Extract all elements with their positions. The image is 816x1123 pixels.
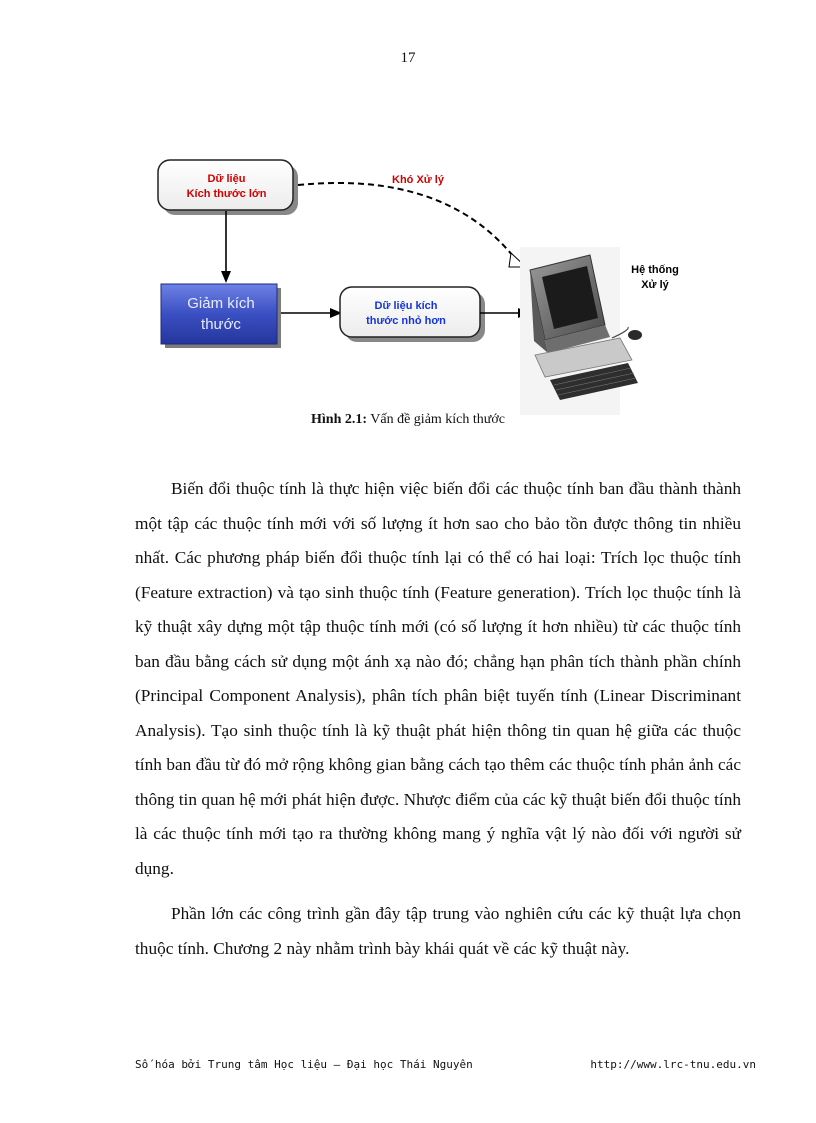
arrow-down-head xyxy=(221,271,231,283)
box-small-data-line1: Dữ liệu kích xyxy=(374,300,438,312)
caption-text: Vấn đề giảm kích thước xyxy=(370,412,505,427)
box-reduce-line2: thước xyxy=(201,316,241,333)
box-small-data-label xyxy=(338,299,474,329)
system-line2: Xử lý xyxy=(641,279,669,291)
footer-source: Số hóa bởi Trung tâm Học liệu – Đại học Thái Nguyên xyxy=(135,1058,473,1071)
paragraph-2: Phần lớn các công trình gần đây tập trung vào nghiên cứu các kỹ thuật lựa chọn thuộc tính. Chương 2 này nhằm trình bày khái quát về các kỹ thuật này. xyxy=(135,904,741,958)
system-line1: Hệ thống xyxy=(631,264,679,276)
processing-system-label xyxy=(620,263,690,293)
page-number: 17 xyxy=(400,50,416,66)
box-small-data-line2: thước nhỏ hơn xyxy=(366,315,446,327)
paragraph-1: Biến đổi thuộc tính là thực hiện việc biến đổi các thuộc tính ban đầu thành thành một tập các thuộc tính mới với số lượng ít hơn sao cho bảo tồn được thông tin nhiều nhất. Các phương pháp biến đổi thuộc tính lại có thể có hai loại: Trích lọc thuộc tính (Feature extraction) và tạo sinh thuộc tính (Feature generation). Trích lọc thuộc tính là kỹ thuật xây dựng một tập thuộc tính mới (có số lượng ít hơn nhiều) từ các thuộc tính ban đầu bằng cách sử dụng một ánh xạ nào đó; chẳng hạn phân tích thành phần chính (Principal Component Analysis), phân tích phân biệt tuyến tính (Linear Discriminant Analysis). Tạo sinh thuộc tính là kỹ thuật phát hiện thông tin quan hệ giữa các thuộc tính ban đầu từ đó mở rộng không gian bằng cách tạo thêm các thuộc tính phản ảnh các thông tin quan hệ mới phát hiện được. Nhược điểm của các kỹ thuật biến đổi thuộc tính là các thuộc tính mới tạo ra thường không mang ý nghĩa vật lý nào đối với người sử dụng. xyxy=(135,479,741,878)
box-large-data-line2: Kích thước lớn xyxy=(186,188,267,200)
dimension-reduction-diagram xyxy=(150,155,710,420)
box-large-data-line1: Dữ liệu xyxy=(207,173,246,185)
box-large-data-label xyxy=(160,172,293,202)
figure-caption xyxy=(0,412,816,428)
box-reduce-line1: Giảm kích xyxy=(187,295,255,312)
caption-label: Hình 2.1: xyxy=(311,412,368,427)
hard-to-process-label: Khó Xử lý xyxy=(392,174,444,186)
body-text xyxy=(135,472,741,977)
box-reduce-label xyxy=(163,293,279,335)
dashed-curve-arrow xyxy=(298,183,520,265)
footer-url: http://www.lrc-tnu.edu.vn xyxy=(590,1058,756,1071)
